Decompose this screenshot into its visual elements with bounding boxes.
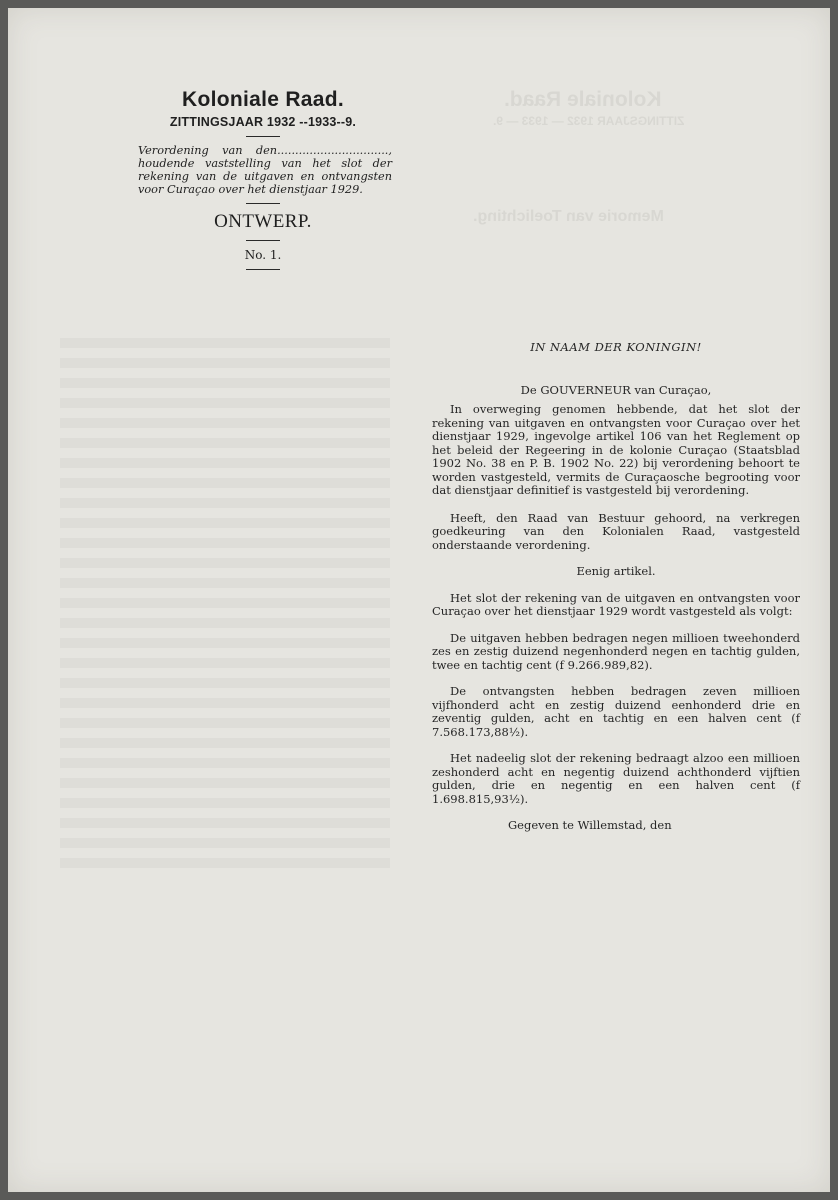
revenues-paragraph: De ontvangsten hebben bedragen zeven millioen vijfhonderd acht en zestig duizend eenhonderd drie en zeventig gulden, acht en tachtig en een halven cent (f 7.568.173,88½). bbox=[432, 684, 800, 739]
bleed-through-session: ZITTINGSJAAR 1932 — 1933 — 9. bbox=[493, 114, 685, 128]
divider bbox=[246, 269, 280, 270]
considering-paragraph: In overweging genomen hebbende, dat het slot der rekening van uitgaven en ontvangsten voor Curaçao over het dienstjaar 1929, ingevolge artikel 106 van het Reglement op het beleid der Regeering in de kolonie Curaçao (Staatsblad 1902 No. 38 en P. B. 1902 No. 22) bij verordening behoort te worden vastgesteld, vermits de Curaçaosche begrooting voor dat dienstjaar definitief is vastgesteld bij verordening. bbox=[432, 402, 800, 497]
bleed-through-title: Koloniale Raad. bbox=[504, 88, 662, 111]
divider bbox=[246, 136, 280, 137]
expenses-paragraph: De uitgaven hebben bedragen negen millioen tweehonderd zes en zestig duizend negenhonderd negen en tachtig gulden, twee en tachtig cent (f 9.266.989,82). bbox=[432, 630, 800, 672]
session-year: ZITTINGSJAAR 1932 --1933--9. bbox=[169, 115, 357, 129]
ordinance-body bbox=[432, 341, 800, 833]
draft-label: ONTWERP. bbox=[214, 211, 312, 232]
article-title: Eenig artikel. bbox=[576, 564, 656, 578]
bleed-through-memo: Memorie van Toelichting. bbox=[473, 208, 664, 225]
article-text: Het slot der rekening van de uitgaven en ontvangsten voor Curaçao over het dienstjaar 1929 wordt vastgesteld als volgt: bbox=[432, 590, 800, 618]
document-number: No. 1. bbox=[244, 248, 282, 262]
bleed-through-text-block bbox=[60, 338, 390, 878]
divider bbox=[246, 203, 280, 204]
document-header bbox=[128, 88, 398, 277]
given-line: Gegeven te Willemstad, den bbox=[508, 818, 672, 832]
preamble-heading: IN NAAM DER KONINGIN! bbox=[530, 340, 702, 354]
deficit-paragraph: Het nadeelig slot der rekening bedraagt alzoo een millioen zeshonderd acht en negentig duizend achthonderd vijftien gulden, drie en negentig en een halven cent (f 1.698.815,93½). bbox=[432, 751, 800, 806]
document-page bbox=[8, 8, 830, 1192]
divider bbox=[246, 240, 280, 241]
governor-line: De GOUVERNEUR van Curaçao, bbox=[520, 382, 712, 397]
council-title: Koloniale Raad. bbox=[181, 88, 345, 111]
ordinance-description: Verordening van den..............................., houdende vaststelling van het slot der rekening van de uitgaven en ontvangsten voor Curaçao over het dienstjaar 1929. bbox=[138, 144, 392, 196]
heard-paragraph: Heeft, den Raad van Bestuur gehoord, na verkregen goedkeuring van den Kolonialen Raad, vastgesteld onderstaande verordening. bbox=[432, 510, 800, 552]
